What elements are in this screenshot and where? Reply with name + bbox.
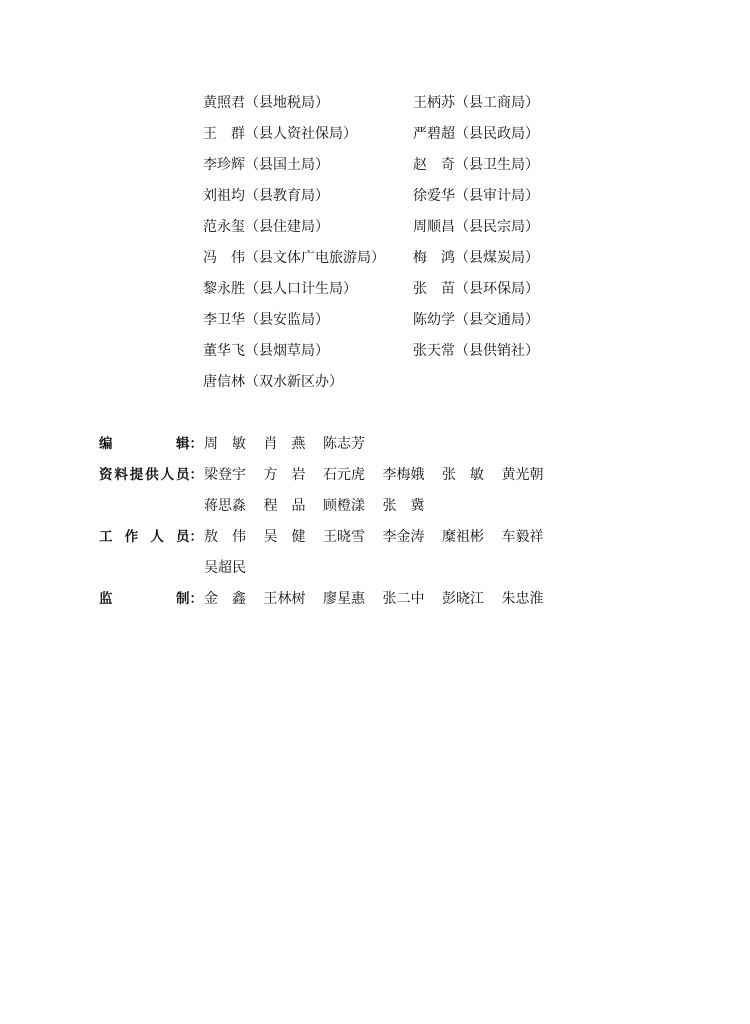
contributor-name: 王 群 [203,126,245,142]
role-label-char: 人 [160,467,175,483]
credit-person-name: 吴超民 [204,560,246,576]
credits-section [99,430,559,616]
role-label-char: 员： [175,467,203,483]
department-row [203,368,563,399]
credit-row [99,430,559,461]
contributor-name: 刘祖均 [203,188,245,204]
credit-person-name: 吴 健 [263,529,306,545]
role-label-char: 人 [150,529,164,545]
credit-person-name: 陈志芳 [323,436,365,452]
contributor-organization: （县环保局） [455,281,539,297]
contributor-entry-left [203,244,385,272]
credit-person-name: 张 敏 [442,467,484,483]
contributor-entry-left [203,275,357,303]
credit-person-name: 方 岩 [263,467,306,483]
contributor-name: 王柄苏 [413,95,455,111]
credit-person-name: 周 敏 [204,436,246,452]
contributor-name: 李卫华 [203,312,245,328]
role-label-char: 料 [114,467,128,483]
role-label-char: 提 [129,467,144,483]
contributor-name: 冯 伟 [203,250,245,266]
contributor-organization: （县交通局） [455,312,539,328]
credit-role-label [99,585,203,613]
contributor-name: 李珍辉 [203,157,245,173]
contributor-organization: （县烟草局） [245,343,329,359]
role-label-char: 作 [124,529,139,545]
contributor-entry-right [413,89,539,117]
role-label-char: 监 [99,591,113,607]
contributor-organization: （县教育局） [245,188,329,204]
contributor-organization: （县安监局） [245,312,329,328]
contributor-name: 黄照君 [203,95,245,111]
department-row [203,337,563,368]
credit-person-name: 王晓雪 [323,529,365,545]
contributor-organization: （县审计局） [455,188,539,204]
role-label-char: 供 [145,467,159,483]
credit-person-name: 朱忠淮 [501,591,544,607]
credit-row [99,492,559,523]
credit-row [99,554,559,585]
credit-row [99,523,559,554]
role-label-char: 制： [176,591,203,607]
role-label-char: 员： [175,529,203,545]
contributor-organization: （县人口计生局） [245,281,357,297]
department-row [203,213,563,244]
credit-person-name: 李梅娥 [382,467,425,483]
credit-person-name: 石元虎 [323,467,365,483]
contributor-organization: （县供销社） [455,343,539,359]
contributor-entry-right [413,120,539,148]
contributor-organization: （县煤炭局） [455,250,539,266]
contributor-name: 周顺昌 [413,219,455,235]
contributor-organization: （县文体广电旅游局） [245,250,385,266]
contributor-name: 陈幼学 [413,312,455,328]
contributor-entry-left [203,337,329,365]
department-contributor-list [203,89,563,399]
contributor-organization: （县工商局） [455,95,539,111]
role-label-char: 编 [99,436,113,452]
role-label-char: 辑： [176,436,203,452]
contributor-name: 黎永胜 [203,281,245,297]
contributor-entry-right [413,213,539,241]
contributor-entry-left [203,306,329,334]
role-label-char: 资 [99,467,113,483]
credit-person-name: 彭晓江 [442,591,484,607]
contributor-entry-left [203,182,329,210]
contributor-name: 张天常 [413,343,455,359]
credit-person-name: 程 品 [263,498,306,514]
department-row [203,244,563,275]
contributor-organization: （县地税局） [245,95,329,111]
contributor-organization: （县国土局） [245,157,329,173]
department-row [203,182,563,213]
credit-role-label [99,523,203,551]
credit-person-name: 车毅祥 [501,529,544,545]
credit-row [99,585,559,616]
credit-person-name: 李金涛 [382,529,425,545]
contributor-entry-right [413,306,539,334]
contributor-organization: （县人资社保局） [245,126,357,142]
credit-person-name: 蒋思淼 [204,498,246,514]
contributor-name: 范永玺 [203,219,245,235]
credit-row [99,461,559,492]
credit-person-name: 肖 燕 [263,436,306,452]
credit-person-name: 廖星惠 [323,591,365,607]
contributor-name: 唐信林 [203,374,245,390]
contributor-entry-right [413,151,539,179]
contributor-entry-left [203,120,357,148]
contributor-entry-right [413,337,539,365]
contributor-name: 梅 鸿 [413,250,455,266]
contributor-name: 赵 奇 [413,157,455,173]
credit-person-name: 黄光朝 [501,467,544,483]
credit-person-name: 糜祖彬 [442,529,484,545]
credit-person-name: 敖 伟 [204,529,246,545]
contributor-organization: （县民政局） [455,126,539,142]
role-label-char: 工 [99,529,113,545]
credit-person-name: 张二中 [382,591,425,607]
contributor-entry-left [203,213,329,241]
department-row [203,306,563,337]
department-row [203,151,563,182]
contributor-name: 董华飞 [203,343,245,359]
credit-role-label [99,461,203,489]
department-row [203,120,563,151]
contributor-name: 严碧超 [413,126,455,142]
contributor-name: 徐爱华 [413,188,455,204]
contributor-entry-left [203,151,329,179]
contributor-organization: （县卫生局） [455,157,539,173]
contributor-entry-right [413,244,539,272]
credit-role-label [99,430,203,458]
contributor-organization: （县民宗局） [455,219,539,235]
credit-person-name: 王林树 [263,591,306,607]
credit-person-name: 顾橙漾 [323,498,365,514]
contributor-organization: （县住建局） [245,219,329,235]
credit-person-name: 金 鑫 [204,591,246,607]
department-row [203,275,563,306]
department-row [203,89,563,120]
credit-person-name: 张 冀 [382,498,425,514]
contributor-entry-left [203,89,329,117]
contributor-entry-right [413,275,539,303]
credit-person-name: 梁登宇 [204,467,246,483]
contributor-organization: （双水新区办） [245,374,343,390]
contributor-entry-left [203,368,343,396]
contributor-name: 张 苗 [413,281,455,297]
contributor-entry-right [413,182,539,210]
